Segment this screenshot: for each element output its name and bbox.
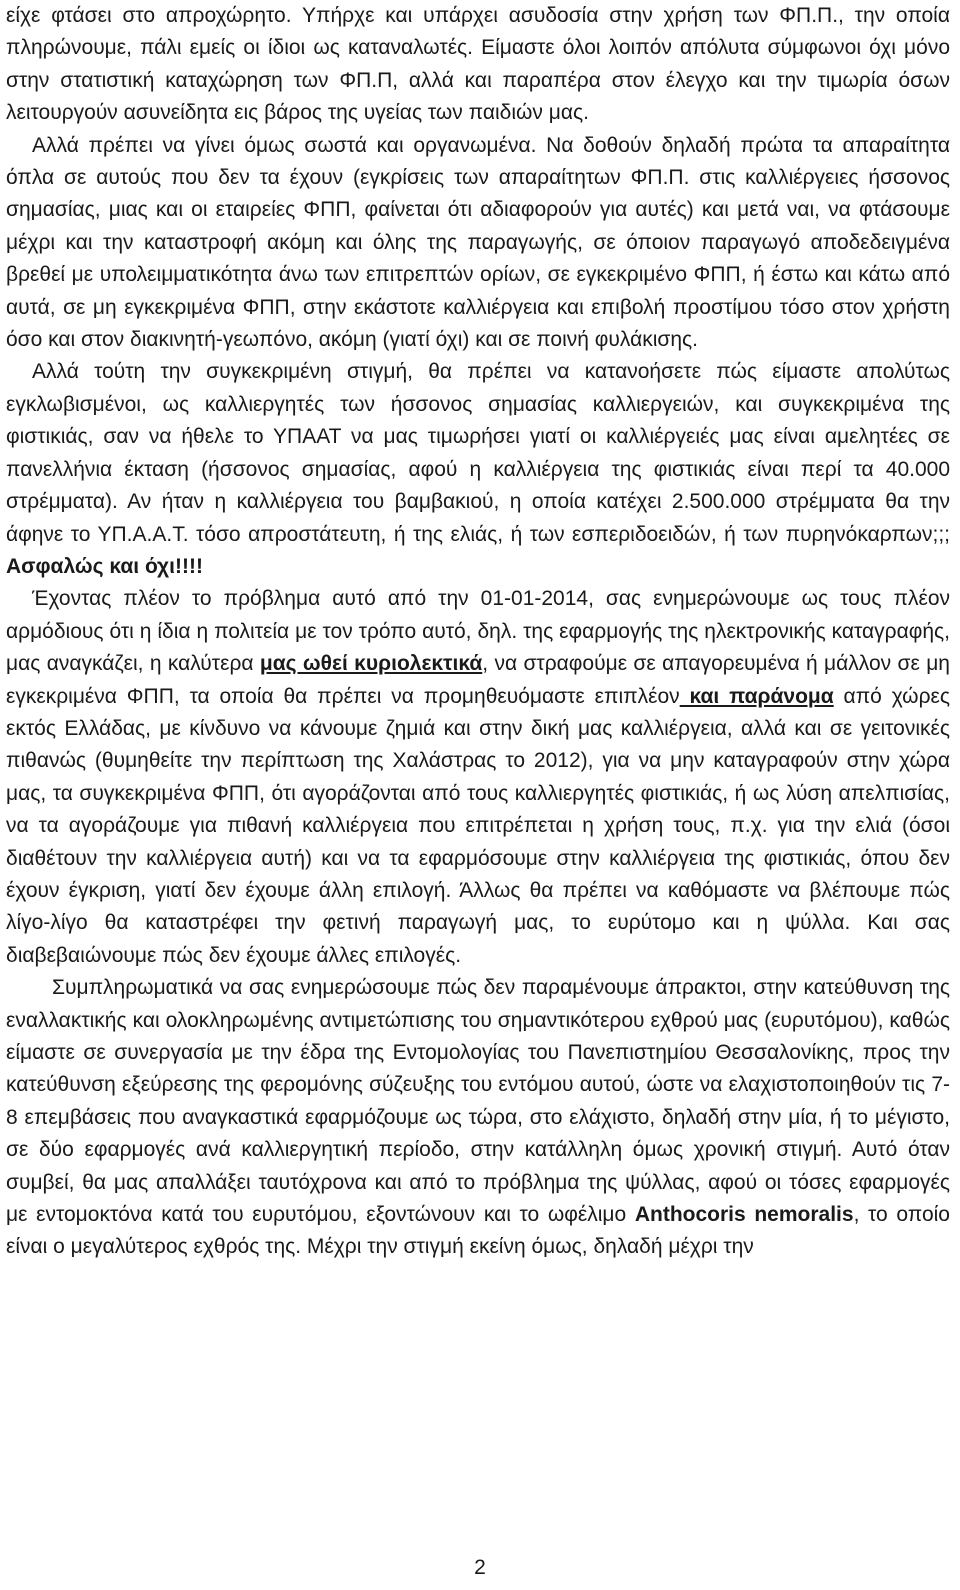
paragraph-4-part-c: από χώρες εκτός Ελλάδας, με κίνδυνο να κάνουμε ζημιά και στην δική μας καλλιέργεια, αλλά και σε γειτονικές πιθανώς (θυμηθείτε την περίπτωση της Χαλάστρας το 2012), για να μην καταγραφούν στην χώρα μας, τα συγκεκριμένα ΦΠΠ, ότι αγοράζονται από τους καλλιεργητές φιστικιάς, ή ως λύση απελπισίας, να τα αγοράζουμε για πιθανή καλλιέργεια που επιτρέπεται η χρήση τους, π.χ. για την ελιά (όσοι διαθέτουν την καλλιέργεια αυτή) και να τα εφαρμόσουμε στην καλλιέργεια της φιστικιάς, όπου δεν έχουν έγκριση, γιατί δεν έχουμε άλλη επιλογή. Άλλως θα πρέπει να καθόμαστε να βλέπουμε πώς λίγο-λίγο θα καταστρέφει την φετινή παραγωγή μας, το ευρύτομο και η ψύλλα. Και σας διαβεβαιώνουμε πώς δεν έχουμε άλλες επιλογές. — [6, 684, 951, 967]
paragraph-2: Αλλά πρέπει να γίνει όμως σωστά και οργανωμένα. Να δοθούν δηλαδή πρώτα τα απαραίτητα όπλα σε αυτούς που δεν τα έχουν (εγκρίσεις των απαραίτητων ΦΠ.Π. στις καλλιέργειες ήσσονος σημασίας, μιας και οι εταιρείες ΦΠΠ, φαίνεται ότι αδιαφορούν για αυτές) και μετά ναι, να φτάσουμε μέχρι και την καταστροφή ακόμη και όλης της παραγωγής, σε όποιον παραγωγό αποδεδειγμένα βρεθεί με υπολειμματικότητα άνω των επιτρεπτών ορίων, σε εγκεκριμένο ΦΠΠ, ή έστω και κάτω από αυτά, σε μη εγκεκριμένα ΦΠΠ, στην εκάστοτε καλλιέργεια και επιβολή προστίμου τόσο στον χρήστη όσο και στον διακινητή-γεωπόνο, ακόμη (γιατί όχι) και σε ποινή φυλάκισης. — [6, 133, 950, 352]
paragraph-3-emphasis: Ασφαλώς και όχι!!!! — [6, 554, 203, 578]
paragraph-4-part-a: Έχοντας πλέον το πρόβλημα αυτό από την 01-01-2014, σας ενημερώνουμε ως τους πλέον αρμόδιους ότι η ίδια η πολιτεία με τον τρόπο αυτό, δηλ. της εφαρμογής της ηλεκτρονικής καταγραφής, μας αναγκάζει, η καλύτερα — [6, 587, 950, 676]
paragraph-3-text: Αλλά τούτη την συγκεκριμένη στιγμή, θα πρέπει να κατανοήσετε πώς είμαστε απολύτως εγκλωβισμένοι, ως καλλιεργητές των ήσσονος σημασίας καλλιεργειών, και συγκεκριμένα της φιστικιάς, σαν να ήθελε το ΥΠΑΑΤ να μας τιμωρήσει γιατί οι καλλιέργειές μας είναι αμελητέες σε πανελλήνια έκταση (ήσσονος σημασίας, αφού η καλλιέργεια της φιστικιάς είναι περί τα 40.000 στρέμματα). Αν ήταν η καλλιέργεια του βαμβακιού, η οποία κατέχει 2.500.000 στρέμματα θα την άφηνε το ΥΠ.Α.Α.Τ. τόσο απροστάτευτη, ή της ελιάς, ή των εσπεριδοειδών, ή των πυρηνόκαρπων;;; — [6, 360, 950, 546]
paragraph-5 — [6, 972, 950, 1264]
paragraph-4 — [6, 583, 950, 972]
paragraph-4-underlined-2: και παράνομα — [679, 684, 834, 708]
paragraph-4-part-b: , να στραφούμε σε απαγορευμένα ή μάλλον σε μη εγκεκριμένα ΦΠΠ, τα οποία θα πρέπει να προμηθευόμαστε επιπλέον — [6, 652, 950, 708]
page-number: 2 — [474, 1556, 486, 1579]
paragraph-5-part-b: , το οποίο είναι ο μεγαλύτερος εχθρός της. Μέχρι την στιγμή εκείνη όμως, δηλαδή μέχρι την — [6, 1203, 950, 1259]
paragraph-5-species-name: Anthocoris nemoralis — [634, 1203, 854, 1227]
paragraph-3 — [6, 356, 950, 583]
paragraph-1: είχε φτάσει στο απροχώρητο. Υπήρχε και υπάρχει ασυδοσία στην χρήση των ΦΠ.Π., την οποία πληρώνουμε, πάλι εμείς οι ίδιοι ως καταναλωτές. Είμαστε όλοι λοιπόν απόλυτα σύμφωνοι όχι μόνο στην στατιστική καταχώρηση των ΦΠ.Π, αλλά και παραπέρα στον έλεγχο και την τιμωρία όσων λειτουργούν ασυνείδητα εις βάρος της υγείας των παιδιών μας. — [6, 4, 950, 125]
paragraph-4-underlined-1: μας ωθεί κυριολεκτικά — [259, 652, 483, 676]
paragraph-5-part-a: Συμπληρωματικά να σας ενημερώσουμε πώς δεν παραμένουμε άπρακτοι, στην κατεύθυνση της εναλλακτικής και ολοκληρωμένης αντιμετώπισης του σημαντικότερου εχθρού μας (ευρυτόμου), καθώς είμαστε σε συνεργασία με την έδρα της Εντομολογίας του Πανεπιστημίου Θεσσαλονίκης, προς την κατεύθυνση εξεύρεσης της φερομόνης σύζευξης του εντόμου αυτού, ώστε να ελαχιστοποιηθούν τις 7-8 επεμβάσεις που αναγκαστικά εφαρμόζουμε ως τώρα, στο ελάχιστο, δηλαδή στην μία, ή το μέγιστο, σε δύο εφαρμογές ανά καλλιεργητική περίοδο, στην κατάλληλη όμως χρονική στιγμή. Αυτό όταν συμβεί, θα μας απαλλάξει ταυτόχρονα και από το πρόβλημα της ψύλλας, αφού οι τόσες εφαρμογές με εντομοκτόνα κατά του ευρυτόμου, εξοντώνουν και το ωφέλιμο — [6, 976, 950, 1227]
